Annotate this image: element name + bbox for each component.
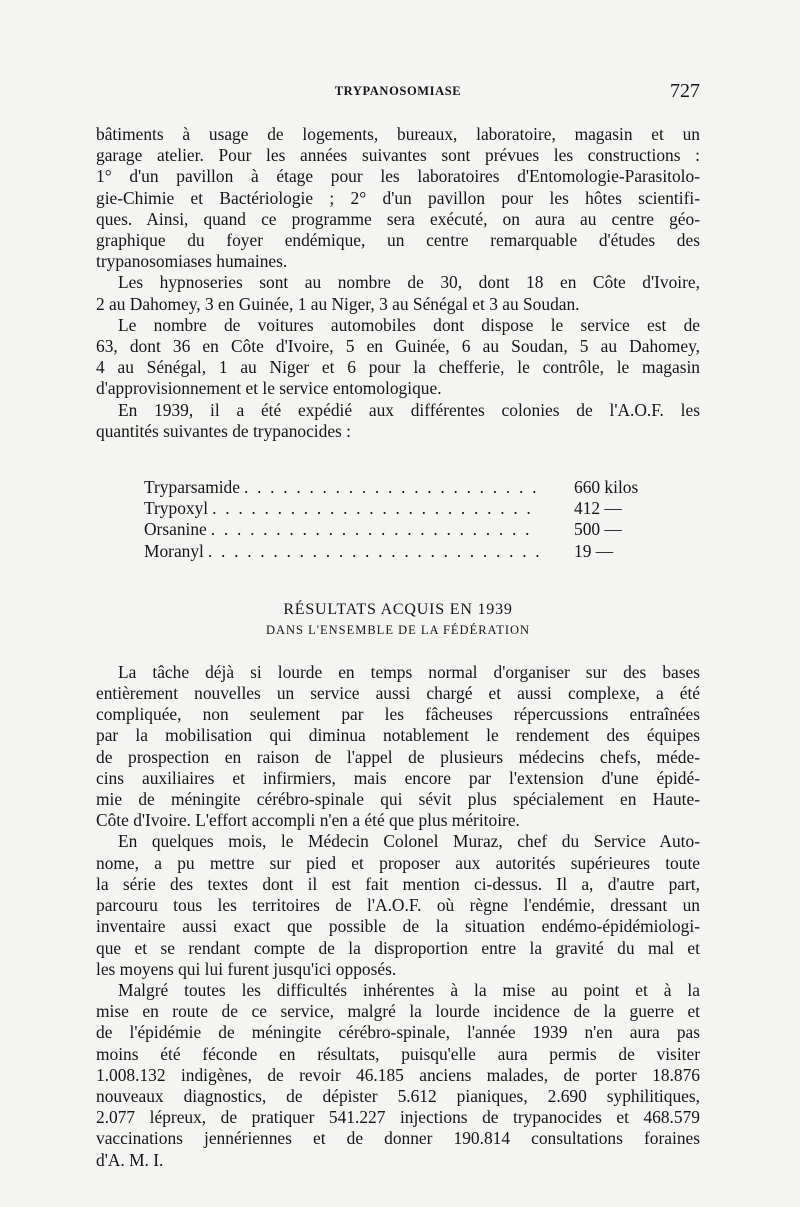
list-item [144, 477, 644, 498]
text-line: garage atelier. Pour les années suivantes sont prévues les constructions : [96, 145, 700, 166]
text-line: Les hypnoseries sont au nombre de 30, dont 18 en Côte d'Ivoire, [118, 272, 700, 293]
text-line: mise en route de ce service, malgré la lourde incidence de la guerre et [96, 1001, 700, 1022]
text-line: bâtiments à usage de logements, bureaux, laboratoire, magasin et un [96, 124, 700, 144]
section-heading [96, 599, 700, 641]
text-line: nome, a pu mettre sur pied et proposer aux autorités supérieures toute [96, 852, 700, 873]
text-line: de l'épidémie de méningite cérébro-spinale, l'année 1939 n'en aura pas [96, 1022, 700, 1043]
text-line: trypanosomiases humaines. [96, 251, 288, 272]
text-line: ques. Ainsi, quand ce programme sera exécuté, on aura au centre géo- [96, 208, 700, 229]
text-line: Malgré toutes les difficultés inhérentes à la mise au point et à la [118, 979, 700, 1000]
text-line: gie-Chimie et Bactériologie ; 2° d'un pavillon pour les hôtes scientifi- [96, 187, 700, 208]
text-line: inventaire aussi exact que possible de la situation endémo-épidémiologi- [96, 916, 700, 937]
text-line: En 1939, il a été expédié aux différentes colonies de l'A.O.F. les [118, 399, 700, 420]
paragraph-results [96, 980, 700, 1171]
text-line: entièrement nouvelles un service aussi chargé et aussi complexe, a été [96, 683, 700, 704]
text-line: mie de méningite cérébro-spinale qui sévit plus spécialement en Haute- [96, 789, 700, 810]
text-line: de prospection en raison de l'appel de plusieurs médecins chefs, méde- [96, 746, 700, 767]
paragraph-buildings [96, 124, 700, 272]
text-line: 4 au Sénégal, 1 au Niger et 6 pour la chefferie, le contrôle, le magasin [96, 357, 700, 378]
leader-dots: . . . . . . . . . . . . . . . . . . . . . . . . . [210, 519, 532, 540]
text-line: 1° d'un pavillon à étage pour les laboratoires d'Entomologie-Parasitolo- [96, 166, 700, 187]
text-line: 63, dont 36 en Côte d'Ivoire, 5 en Guinée, 6 au Soudan, 5 au Dahomey, [96, 336, 700, 357]
text-line: 2.077 lépreux, de pratiquer 541.227 injections de trypanocides et 468.579 [96, 1107, 700, 1128]
leader-dots: . . . . . . . . . . . . . . . . . . . . . . . . . [212, 498, 533, 519]
leader-dots: . . . . . . . . . . . . . . . . . . . . . . . [243, 477, 539, 498]
section-title-line1: RÉSULTATS ACQUIS EN 1939 [283, 600, 513, 618]
paragraph-hypnoseries [96, 272, 700, 314]
paragraph-shipments [96, 400, 700, 442]
text-line: La tâche déjà si lourde en temps normal d'organiser sur des bases [118, 661, 700, 682]
text-line: parcouru tous les territoires de l'A.O.F. où règne l'endémie, dressant un [96, 895, 700, 916]
text-line: que et se rendant compte de la disproportion entre la gravité du mal et [96, 937, 700, 958]
drug-quantity: 500 — [574, 519, 622, 540]
text-line: moins été féconde en résultats, puisqu'elle aura permis de visiter [96, 1043, 700, 1064]
paragraph-difficulties [96, 662, 700, 832]
text-line: Côte d'Ivoire. L'effort accompli n'en a été que plus méritoire. [96, 810, 520, 831]
text-line: d'approvisionnement et le service entomologique. [96, 378, 442, 399]
text-line: vaccinations jennériennes et de donner 190.814 consultations foraines [96, 1128, 700, 1149]
text-line: quantités suivantes de trypanocides : [96, 420, 352, 441]
text-line: compliquée, non seulement par les fâcheuses répercussions entraînées [96, 704, 700, 725]
drug-quantity: 412 — [574, 498, 622, 519]
trypanocide-list [144, 477, 644, 562]
paragraph-vehicles [96, 315, 700, 400]
leader-dots: . . . . . . . . . . . . . . . . . . . . . . . . . . [207, 540, 542, 561]
list-item [144, 498, 644, 519]
page-header [96, 82, 700, 112]
drug-name: Moranyl [144, 540, 204, 561]
list-item [144, 519, 644, 540]
running-title: TRYPANOSOMIASE [334, 84, 462, 98]
text-line: nouveaux diagnostics, de dépister 5.612 pianiques, 2.690 syphilitiques, [96, 1085, 700, 1106]
drug-quantity: 660 kilos [574, 477, 639, 498]
drug-quantity: 19 — [574, 540, 614, 561]
list-item [144, 541, 644, 562]
drug-name: Orsanine [144, 519, 207, 540]
paragraph-muraz [96, 831, 700, 979]
page-body [96, 124, 700, 1171]
drug-name: Trypoxyl [144, 498, 209, 519]
text-line: les moyens qui lui furent jusqu'ici opposés. [96, 958, 397, 979]
text-line: d'A. M. I. [96, 1149, 164, 1170]
text-line: En quelques mois, le Médecin Colonel Muraz, chef du Service Auto- [118, 831, 700, 852]
text-line: cins auxiliaires et infirmiers, mais encore par l'extension d'une épidé- [96, 767, 700, 788]
section-title-line2: DANS L'ENSEMBLE DE LA FÉDÉRATION [265, 622, 531, 637]
page-number: 727 [670, 80, 700, 102]
text-line: 2 au Dahomey, 3 en Guinée, 1 au Niger, 3 au Sénégal et 3 au Soudan. [96, 293, 580, 314]
text-line: par la mobilisation qui diminua notablement le rendement des équipes [96, 725, 700, 746]
text-line: 1.008.132 indigènes, de revoir 46.185 anciens malades, de porter 18.876 [96, 1064, 700, 1085]
text-line: graphique du foyer endémique, un centre remarquable d'études des [96, 230, 700, 251]
text-line: la série des textes dont il est fait mention ci-dessus. Il a, d'autre part, [96, 873, 700, 894]
drug-name: Tryparsamide [144, 477, 240, 498]
text-line: Le nombre de voitures automobiles dont dispose le service est de [118, 314, 700, 335]
